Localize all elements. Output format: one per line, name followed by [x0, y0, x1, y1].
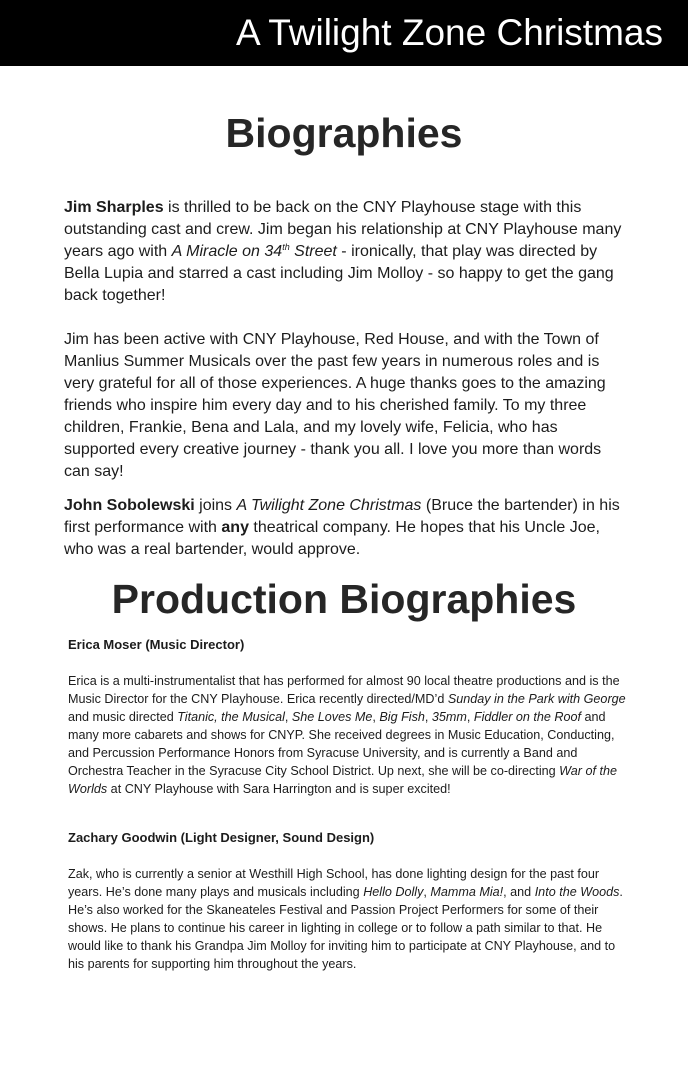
bio-jim-sharples-intro — [64, 197, 624, 307]
show-title: Mamma Mia! — [430, 885, 504, 899]
prod-bio-erica-heading — [68, 636, 628, 654]
prod-bio-erica-text — [68, 672, 628, 798]
bio-name: Jim Sharples — [64, 199, 164, 216]
title-banner — [0, 0, 688, 66]
separator: , — [424, 710, 432, 724]
biographies-heading: Biographies — [225, 110, 463, 156]
bio-text: and many more cabarets and shows for CNYP. She received degrees in Music Education, Conducting, and Percussion Performance Honors from Syracuse University, and is currently a Band and Orchestra Teacher in the Syracuse City School District. Up next, she will be co-directing — [68, 710, 615, 778]
bio-name: John Sobolewski — [64, 497, 195, 514]
separator: , — [466, 710, 474, 724]
separator: , — [372, 710, 380, 724]
production-biographies-heading: Production Biographies — [111, 576, 577, 622]
show-title: Fiddler on the Roof — [473, 710, 582, 724]
bio-text: - ironically, that play was directed by Bella Lupia and starred a cast including Jim Molloy - so happy to get the gang back together! — [64, 243, 614, 304]
show-title: She Loves Me — [291, 710, 373, 724]
bio-text: Jim has been active with CNY Playhouse, Red House, and with the Town of Manlius Summer Musicals over the past few years in numerous roles and is very grateful for all of those experiences. A huge thanks goes to the amazing friends who inspire him every day and to his cherished family. To my three children, Frankie, Bena and Lala, and my lovely wife, Felicia, who has supported every creative journey - thank you all. I love you more than words can say! — [64, 331, 606, 480]
bio-text: is thrilled to be back on the CNY Playhouse stage with this outstanding cast and crew. Jim began his relationship at CNY Playhouse many years ago with — [64, 199, 622, 260]
ordinal-suffix: th — [282, 242, 290, 252]
bio-text: . He’s also worked for the Skaneateles Festival and Passion Project Performers for some of their shows. He plans to continue his career in lighting in college or to follow a path similar to that. He would like to thank his Grandpa Jim Molloy for inviting him to participate at CNY Playhouse, and to his parents for supporting him throughout the years. — [68, 885, 623, 971]
prod-bio-zachary-heading — [68, 829, 628, 847]
show-title: 35mm — [431, 710, 467, 724]
bio-text: Erica is a multi-instrumentalist that has performed for almost 90 local theatre productions and is the Music Director for the CNY Playhouse. Erica recently directed/MD’d — [68, 674, 620, 706]
show-title: Hello Dolly — [363, 885, 424, 899]
show-title — [172, 243, 337, 260]
bio-text: theatrical company. He hopes that his Uncle Joe, who was a real bartender, would approve. — [64, 519, 600, 558]
prod-bio-zachary-text — [68, 865, 628, 973]
program-title: A Twilight Zone Christmas — [235, 12, 663, 53]
separator: , — [423, 885, 431, 899]
bio-text: and music directed — [68, 710, 178, 724]
show-title: Into the Woods — [534, 885, 620, 899]
bio-john-sobolewski — [64, 495, 624, 561]
bio-text: Zak, who is currently a senior at Westhill High School, has done lighting design for the past four years. He’s done many plays and musicals including — [68, 867, 600, 899]
bio-jim-sharples-thanks — [64, 329, 624, 483]
bio-text: joins — [194, 497, 237, 514]
show-title-part: Street — [289, 243, 337, 260]
separator: , — [284, 710, 292, 724]
show-title-part: A Miracle on 34 — [171, 243, 283, 260]
bio-text: (Bruce the bartender) in his first performance with — [64, 497, 620, 536]
show-title: War of the Worlds — [68, 764, 617, 796]
show-title: A Twilight Zone Christmas — [236, 497, 422, 514]
show-title: Titanic, the Musical — [177, 710, 285, 724]
emphasis: any — [221, 519, 249, 536]
bio-text: at CNY Playhouse with Sara Harrington and is super excited! — [107, 782, 451, 796]
separator: , and — [503, 885, 535, 899]
prod-bio-name: Zachary Goodwin (Light Designer, Sound Design) — [68, 830, 375, 845]
show-title: Big Fish — [379, 710, 425, 724]
prod-bio-name: Erica Moser (Music Director) — [68, 637, 245, 652]
show-title: Sunday in the Park with George — [447, 692, 626, 706]
